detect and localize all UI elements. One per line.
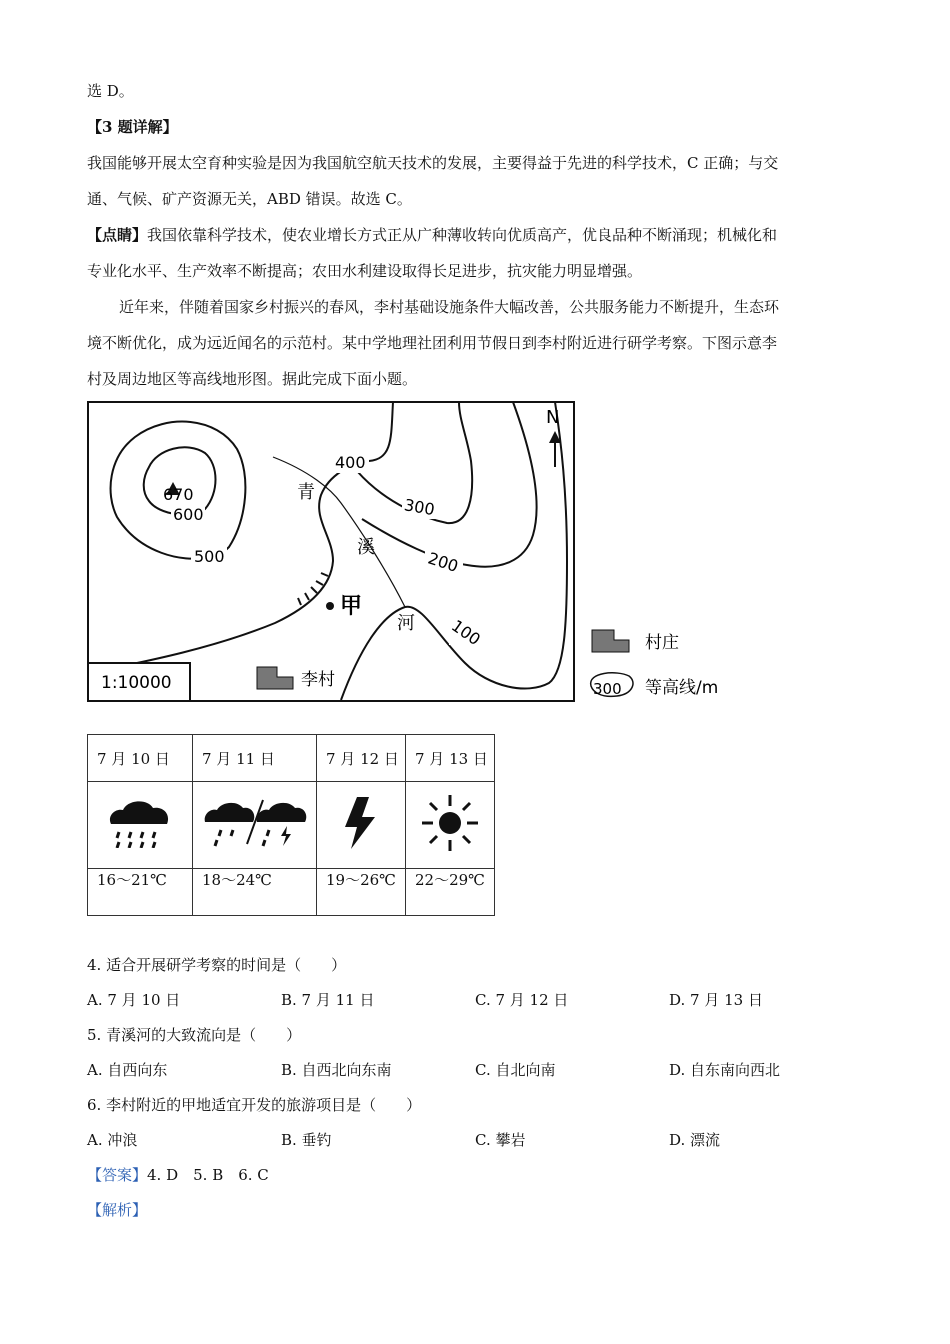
scale-text: 1:10000 bbox=[101, 673, 172, 693]
weather-table bbox=[87, 734, 495, 916]
question-6-option-b: B. 垂钓 bbox=[281, 1131, 332, 1149]
q3-heading: 【3 题详解】 bbox=[87, 118, 178, 136]
question-6-option-c: C. 攀岩 bbox=[475, 1131, 526, 1149]
river-char-he: 河 bbox=[397, 613, 415, 634]
river-char-xi: 溪 bbox=[357, 537, 375, 558]
contour-label-200: 200 bbox=[425, 548, 461, 577]
question-6-stem: 6. 李村附近的甲地适宜开发的旅游项目是（ ） bbox=[87, 1096, 422, 1114]
question-4-option-d: D. 7 月 13 日 bbox=[669, 991, 763, 1009]
intro-line2: 境不断优化，成为远近闻名的示范村。某中学地理社团利用节假日到李村附近进行研学考察。下图示意李 bbox=[87, 334, 778, 352]
answer-label: 【答案】 bbox=[87, 1166, 148, 1184]
dianjing-line2: 专业化水平、生产效率不断提高；农田水利建设取得长足进步，抗灾能力明显增强。 bbox=[87, 262, 643, 280]
weather-cell-3 bbox=[406, 782, 495, 869]
weather-cell-1 bbox=[193, 782, 317, 869]
contour-label-400: 400 bbox=[335, 453, 366, 472]
contour-label-600: 600 bbox=[173, 505, 204, 524]
weather-date-2: 7 月 12 日 bbox=[317, 735, 406, 782]
weather-date-3: 7 月 13 日 bbox=[406, 735, 495, 782]
point-jia-marker bbox=[326, 602, 334, 610]
peak-elevation: 670 bbox=[163, 485, 194, 504]
q3-explanation-line2: 通、气候、矿产资源无关，ABD 错误。故选 C。 bbox=[87, 190, 412, 208]
dianjing-line1 bbox=[87, 224, 777, 245]
question-6-option-d: D. 漂流 bbox=[669, 1131, 721, 1149]
question-5-stem: 5. 青溪河的大致流向是（ ） bbox=[87, 1026, 302, 1044]
legend-contour-label: 等高线/m bbox=[645, 678, 719, 698]
previous-answer: 选 D。 bbox=[87, 82, 134, 100]
question-4-option-b: B. 7 月 11 日 bbox=[281, 991, 375, 1009]
weather-cell-0 bbox=[88, 782, 193, 869]
legend-village-icon bbox=[592, 630, 629, 652]
river-char-qing: 青 bbox=[297, 482, 315, 503]
dianjing-label: 【点睛】 bbox=[87, 226, 148, 244]
legend-contour-sample: 300 bbox=[593, 680, 622, 698]
weather-temp-2: 19～26℃ bbox=[317, 869, 406, 916]
analysis-label: 【解析】 bbox=[87, 1201, 148, 1219]
question-6-option-a: A. 冲浪 bbox=[87, 1131, 138, 1149]
answer-text: 4. D 5. B 6. C bbox=[147, 1166, 269, 1184]
weather-date-0: 7 月 10 日 bbox=[88, 735, 193, 782]
weather-temp-1: 18～24℃ bbox=[193, 869, 317, 916]
point-jia-label: 甲 bbox=[340, 594, 363, 619]
legend-village-label: 村庄 bbox=[645, 633, 679, 653]
q3-explanation-line1: 我国能够开展太空育种实验是因为我国航空航天技术的发展，主要得益于先进的科学技术，C 正确；与交 bbox=[87, 154, 779, 172]
question-4-option-c: C. 7 月 12 日 bbox=[475, 991, 569, 1009]
weather-temp-3: 22～29℃ bbox=[406, 869, 495, 916]
north-label: N bbox=[546, 407, 560, 428]
question-5-option-c: C. 自北向南 bbox=[475, 1061, 556, 1079]
question-4-stem: 4. 适合开展研学考察的时间是（ ） bbox=[87, 956, 347, 974]
question-4-option-a: A. 7 月 10 日 bbox=[87, 991, 181, 1009]
dianjing-text: 我国依靠科学技术，使农业增长方式正从广种薄收转向优质高产，优良品种不断涌现；机械化和 bbox=[147, 226, 778, 244]
weather-temp-0: 16～21℃ bbox=[88, 869, 193, 916]
contour-label-300: 300 bbox=[402, 495, 437, 520]
rain-to-thunderstorm-icon bbox=[203, 798, 307, 848]
contour-map bbox=[87, 401, 575, 702]
sun-icon bbox=[420, 793, 480, 853]
rain-icon bbox=[105, 798, 175, 848]
lightning-icon bbox=[341, 795, 381, 851]
intro-line3: 村及周边地区等高线地形图。据此完成下面小题。 bbox=[87, 370, 418, 388]
question-5-option-a: A. 自西向东 bbox=[87, 1061, 168, 1079]
contour-label-100: 100 bbox=[447, 616, 484, 650]
contour-label-500: 500 bbox=[194, 547, 225, 566]
question-5-option-d: D. 自东南向西北 bbox=[669, 1061, 781, 1079]
question-5-option-b: B. 自西北向东南 bbox=[281, 1061, 392, 1079]
answer-line bbox=[87, 1164, 269, 1185]
intro-line1: 近年来，伴随着国家乡村振兴的春风，李村基础设施条件大幅改善，公共服务能力不断提升，生态环 bbox=[119, 298, 780, 316]
map-legend bbox=[583, 626, 733, 702]
weather-date-1: 7 月 11 日 bbox=[193, 735, 317, 782]
village-name: 李村 bbox=[301, 670, 335, 690]
weather-cell-2 bbox=[317, 782, 406, 869]
